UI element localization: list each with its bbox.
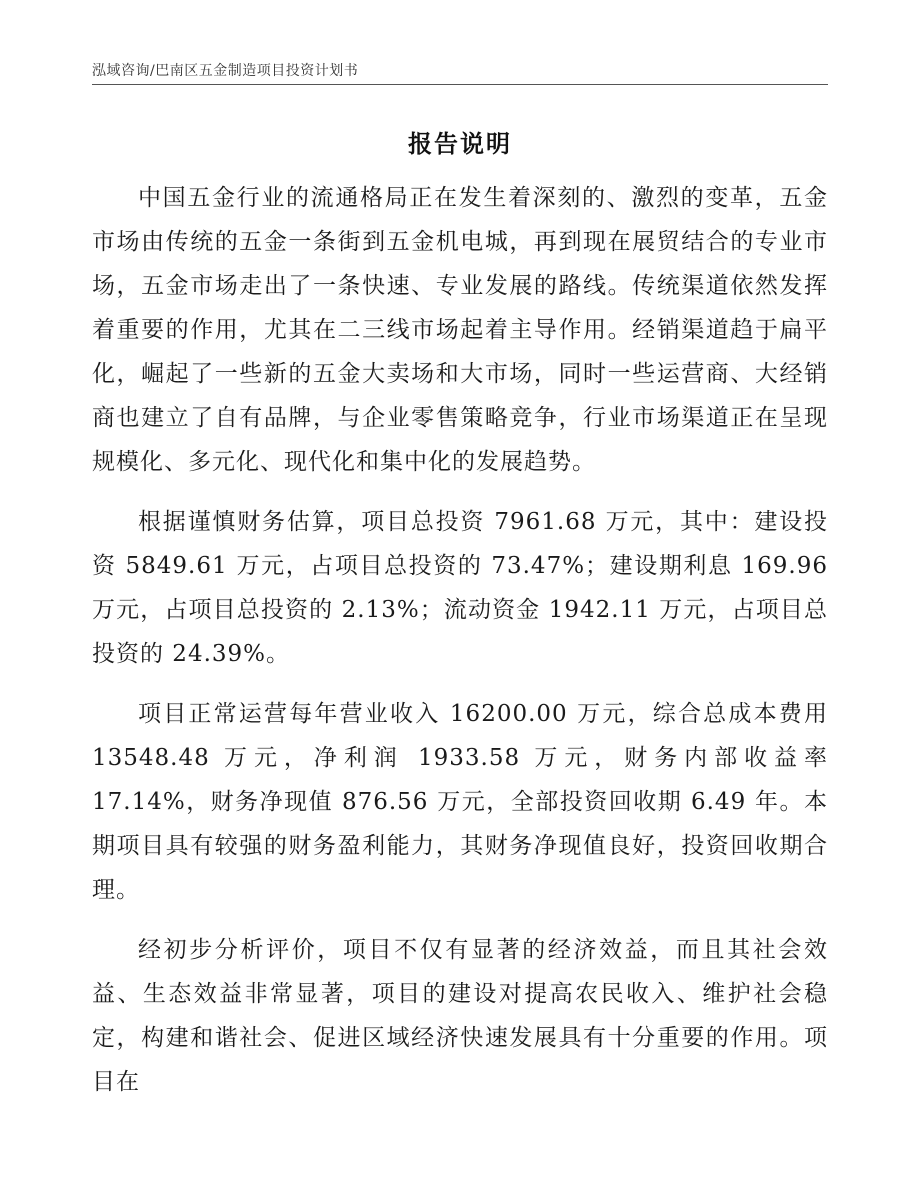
paragraph-investment-estimate: 根据谨慎财务估算，项目总投资 7961.68 万元，其中：建设投资 5849.61 万元，占项目总投资的 73.47%；建设期利息 169.96 万元，占项目总投资的 2.13%；流动资金 1942.11 万元，占项目总投资的 24.39%。 bbox=[92, 509, 828, 667]
paragraph-industry-overview: 中国五金行业的流通格局正在发生着深刻的、激烈的变革，五金市场由传统的五金一条街到五金机电城，再到现在展贸结合的专业市场，五金市场走出了一条快速、专业发展的路线。传统渠道依然发挥着重要的作用，尤其在二三线市场起着主导作用。经销渠道趋于扁平化，崛起了一些新的五金大卖场和大市场，同时一些运营商、大经销商也建立了自有品牌，与企业零售策略竞争，行业市场渠道正在呈现规模化、多元化、现代化和集中化的发展趋势。 bbox=[92, 185, 828, 475]
paragraph-evaluation: 经初步分析评价，项目不仅有显著的经济效益，而且其社会效益、生态效益非常显著，项目的建设对提高农民收入、维护社会稳定，构建和谐社会、促进区域经济快速发展具有十分重要的作用。项目在 bbox=[92, 937, 828, 1095]
paragraph-financial-returns: 项目正常运营每年营业收入 16200.00 万元，综合总成本费用 13548.48 万元，净利润 1933.58 万元，财务内部收益率 17.14%，财务净现值 876.56 万元，全部投资回收期 6.49 年。本期项目具有较强的财务盈利能力，其财务净现值良好，投资回收期合理。 bbox=[92, 701, 828, 903]
section-title: 报告说明 bbox=[408, 129, 512, 158]
document-body bbox=[92, 176, 828, 1120]
header-divider bbox=[92, 84, 828, 85]
running-header: 泓域咨询/巴南区五金制造项目投资计划书 bbox=[92, 63, 359, 79]
